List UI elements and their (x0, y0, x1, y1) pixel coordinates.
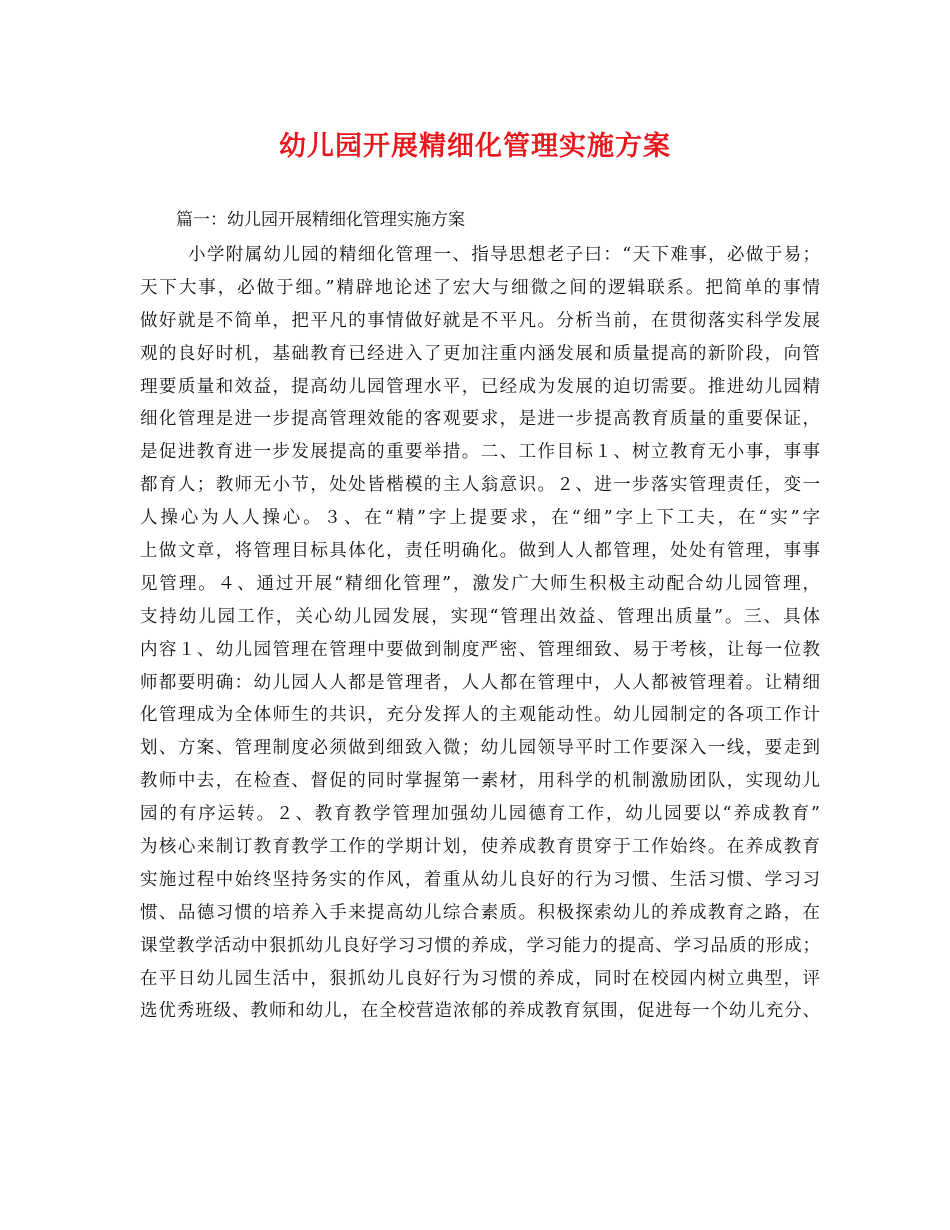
section-heading: 篇一：幼儿园开展精细化管理实施方案 (176, 210, 465, 230)
text-line: 惯、品德习惯的培养入手来提高幼儿综合素质。积极探索幼儿的养成教育之路，在 (140, 902, 820, 923)
text-line: 上做文章，将管理目标具体化，责任明确化。做到人人都管理，处处有管理，事事 (140, 541, 820, 562)
text-line: 天下大事，必做于细。”精辟地论述了宏大与细微之间的逻辑联系。把简单的事情 (140, 277, 820, 298)
text-line: 支持幼儿园工作，关心幼儿园发展，实现“管理出效益、管理出质量”。三、具体 (140, 606, 820, 627)
text-line: 化管理成为全体师生的共识，充分发挥人的主观能动性。幼儿园制定的各项工作计 (140, 705, 820, 726)
text-line: 内容１、幼儿园管理在管理中要做到制度严密、管理细致、易于考核，让每一位教 (140, 639, 820, 660)
text-line: 课堂教学活动中狠抓幼儿良好学习习惯的养成，学习能力的提高、学习品质的形成； (140, 935, 820, 956)
text-line: 是促进教育进一步发展提高的重要举措。二、工作目标１、树立教育无小事，事事 (140, 442, 820, 463)
text-line: 见管理。４、通过开展“精细化管理”，激发广大师生积极主动配合幼儿园管理， (140, 573, 820, 594)
text-line: 划、方案、管理制度必须做到细致入微；幼儿园领导平时工作要深入一线，要走到 (140, 738, 820, 759)
text-line: 细化管理是进一步提高管理效能的客观要求，是进一步提高教育质量的重要保证， (140, 409, 820, 430)
text-line: 在平日幼儿园生活中，狠抓幼儿良好行为习惯的养成，同时在校园内树立典型，评 (140, 968, 820, 989)
text-line: 选优秀班级、教师和幼儿，在全校营造浓郁的养成教育氛围，促进每一个幼儿充分、 (140, 1001, 820, 1022)
text-line: 理要质量和效益，提高幼儿园管理水平，已经成为发展的迫切需要。推进幼儿园精 (140, 376, 820, 397)
text-line: 教师中去，在检查、督促的同时掌握第一素材，用科学的机制激励团队，实现幼儿 (140, 771, 820, 792)
text-line: 人操心为人人操心。３、在“精”字上提要求，在“细”字上下工夫，在“实”字 (140, 508, 820, 529)
text-line: 实施过程中始终坚持务实的作风，着重从幼儿良好的行为习惯、生活习惯、学习习 (140, 869, 820, 890)
text-line: 园的有序运转。２、教育教学管理加强幼儿园德育工作，幼儿园要以“养成教育” (140, 804, 820, 825)
text-line: 为核心来制订教育教学工作的学期计划，使养成教育贯穿于工作始终。在养成教育 (140, 837, 820, 858)
body-paragraph (140, 239, 820, 1028)
document-title: 幼儿园开展精细化管理实施方案 (279, 131, 671, 162)
text-line: 观的良好时机，基础教育已经进入了更加注重内涵发展和质量提高的新阶段，向管 (140, 343, 820, 364)
text-line: 小学附属幼儿园的精细化管理一、指导思想老子曰：“天下难事，必做于易； (188, 245, 820, 265)
text-line: 师都要明确：幼儿园人人都是管理者，人人都在管理中，人人都被管理着。让精细 (140, 672, 820, 693)
text-line: 都育人；教师无小节，处处皆楷模的主人翁意识。２、进一步落实管理责任，变一 (140, 475, 820, 496)
text-line: 做好就是不简单，把平凡的事情做好就是不平凡。分析当前，在贯彻落实科学发展 (140, 310, 820, 331)
